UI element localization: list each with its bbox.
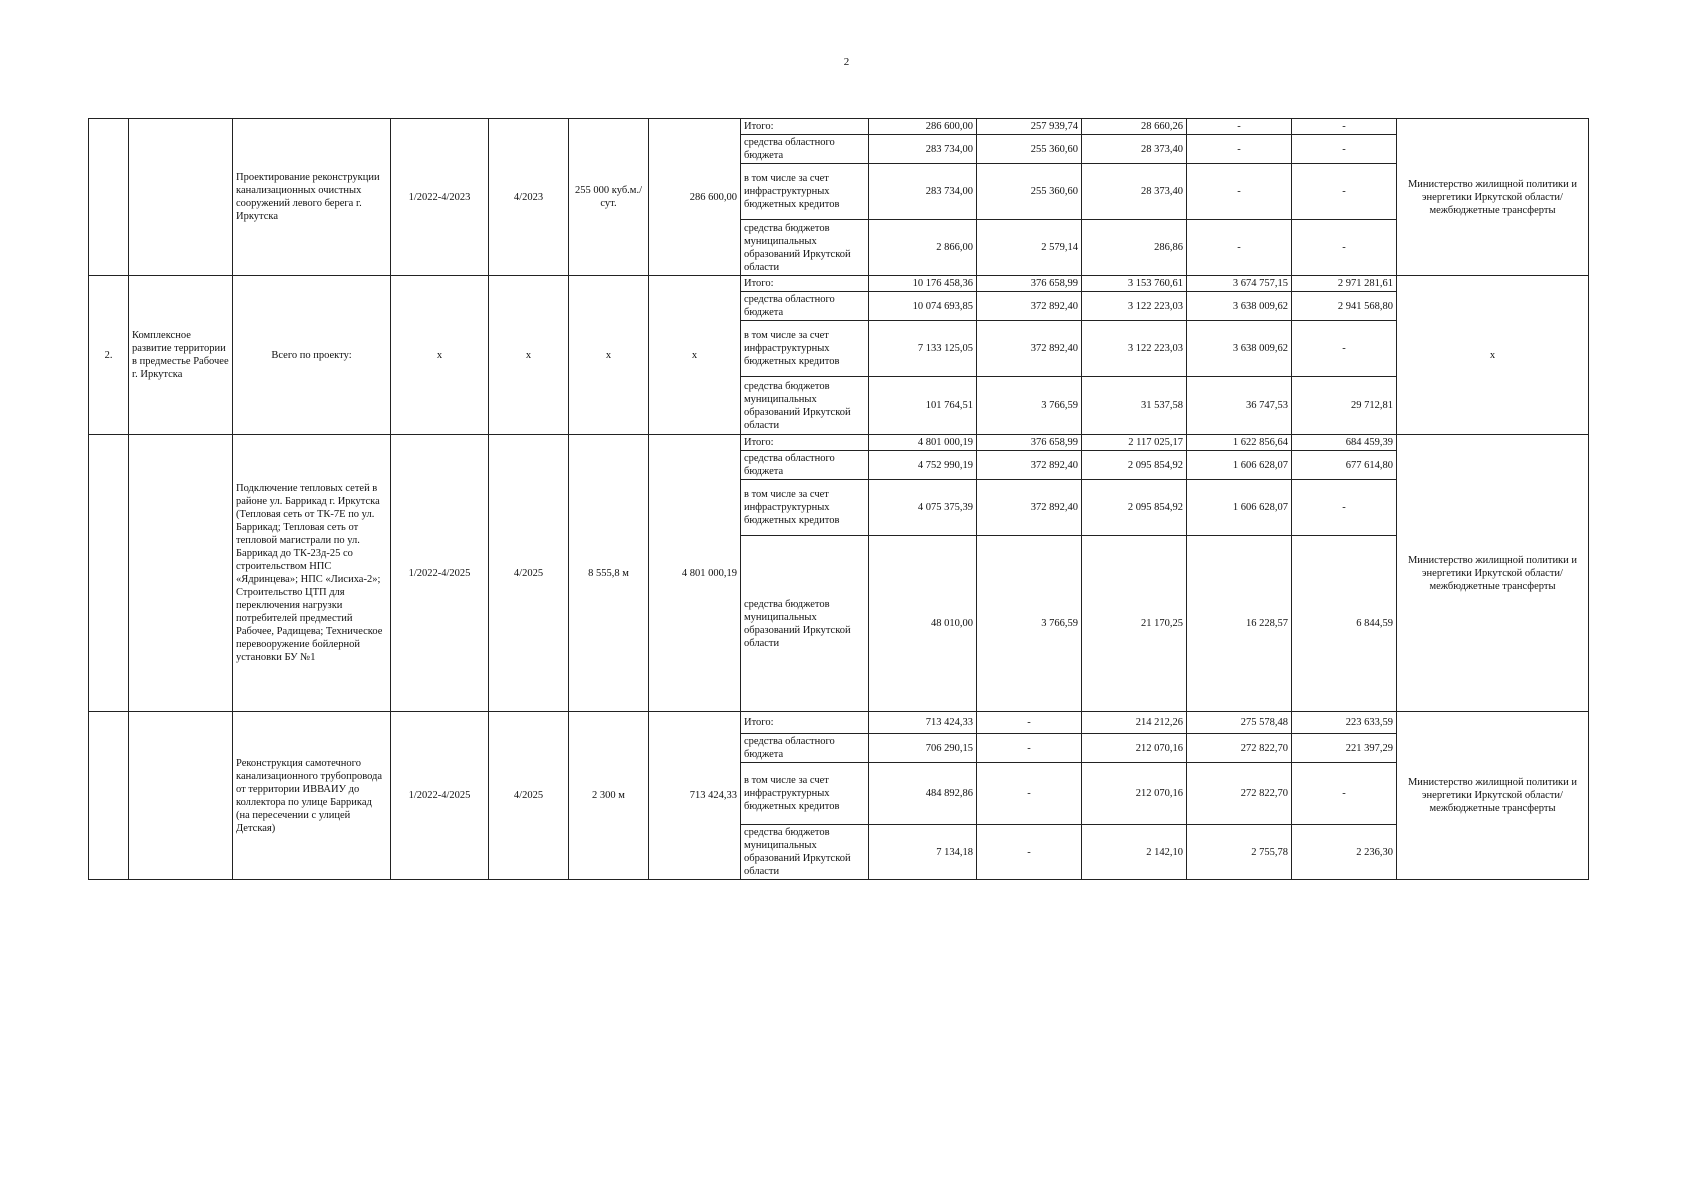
year-3-cell: 1 622 856,64 bbox=[1187, 435, 1292, 451]
funding-source-cell: в том числе за счет инфраструктурных бюджетных кредитов bbox=[741, 321, 869, 377]
budget-table bbox=[88, 118, 1589, 880]
year-2-cell: 2 117 025,17 bbox=[1082, 435, 1187, 451]
year-4-cell: 2 941 568,80 bbox=[1292, 292, 1397, 321]
object-name-cell: Реконструкция самотечного канализационного трубопровода от территории ИВВАИУ до коллектора по улице Баррикад (на пересечении с улицей Детская) bbox=[233, 712, 391, 880]
year-2-cell: 286,86 bbox=[1082, 220, 1187, 276]
year-1-cell: 3 766,59 bbox=[977, 377, 1082, 435]
year-2-cell: 21 170,25 bbox=[1082, 536, 1187, 712]
year-1-cell: 3 766,59 bbox=[977, 536, 1082, 712]
year-2-cell: 3 122 223,03 bbox=[1082, 292, 1187, 321]
year-1-cell: - bbox=[977, 734, 1082, 763]
year-2-cell: 31 537,58 bbox=[1082, 377, 1187, 435]
year-3-cell: 275 578,48 bbox=[1187, 712, 1292, 734]
table-row bbox=[89, 119, 1589, 135]
year-1-cell: - bbox=[977, 825, 1082, 880]
total-cell: 7 133 125,05 bbox=[869, 321, 977, 377]
year-2-cell: 212 070,16 bbox=[1082, 763, 1187, 825]
funding-source-cell: средства областного бюджета bbox=[741, 292, 869, 321]
year-1-cell: 257 939,74 bbox=[977, 119, 1082, 135]
year-3-cell: 3 638 009,62 bbox=[1187, 321, 1292, 377]
recipient-cell: Министерство жилищной политики и энергетики Иркутской области/ межбюджетные трансферты bbox=[1397, 119, 1589, 276]
period-cell: х bbox=[391, 276, 489, 435]
total-cell: 706 290,15 bbox=[869, 734, 977, 763]
year-3-cell: 2 755,78 bbox=[1187, 825, 1292, 880]
year-1-cell: 372 892,40 bbox=[977, 480, 1082, 536]
year-4-cell: 6 844,59 bbox=[1292, 536, 1397, 712]
capacity-cell: х bbox=[569, 276, 649, 435]
year-2-cell: 28 373,40 bbox=[1082, 164, 1187, 220]
year-1-cell: 372 892,40 bbox=[977, 321, 1082, 377]
year-4-cell: - bbox=[1292, 135, 1397, 164]
year-3-cell: 3 674 757,15 bbox=[1187, 276, 1292, 292]
row-number-cell: 2. bbox=[89, 276, 129, 435]
year-1-cell: - bbox=[977, 712, 1082, 734]
year-3-cell: 3 638 009,62 bbox=[1187, 292, 1292, 321]
capacity-cell: 8 555,8 м bbox=[569, 435, 649, 712]
year-2-cell: 2 142,10 bbox=[1082, 825, 1187, 880]
completion-cell: 4/2023 bbox=[489, 119, 569, 276]
period-cell: 1/2022-4/2025 bbox=[391, 435, 489, 712]
year-4-cell: 2 971 281,61 bbox=[1292, 276, 1397, 292]
cost-cell: 713 424,33 bbox=[649, 712, 741, 880]
capacity-cell: 2 300 м bbox=[569, 712, 649, 880]
completion-cell: 4/2025 bbox=[489, 712, 569, 880]
year-4-cell: 29 712,81 bbox=[1292, 377, 1397, 435]
year-4-cell: 677 614,80 bbox=[1292, 451, 1397, 480]
year-3-cell: - bbox=[1187, 164, 1292, 220]
project-cell bbox=[129, 119, 233, 276]
cost-cell: 286 600,00 bbox=[649, 119, 741, 276]
total-cell: 10 074 693,85 bbox=[869, 292, 977, 321]
funding-source-cell: в том числе за счет инфраструктурных бюджетных кредитов bbox=[741, 480, 869, 536]
funding-source-cell: Итого: bbox=[741, 712, 869, 734]
year-1-cell: 372 892,40 bbox=[977, 292, 1082, 321]
year-1-cell: 2 579,14 bbox=[977, 220, 1082, 276]
total-cell: 4 752 990,19 bbox=[869, 451, 977, 480]
year-2-cell: 212 070,16 bbox=[1082, 734, 1187, 763]
funding-source-cell: Итого: bbox=[741, 276, 869, 292]
year-2-cell: 2 095 854,92 bbox=[1082, 451, 1187, 480]
year-1-cell: 376 658,99 bbox=[977, 276, 1082, 292]
year-1-cell: 255 360,60 bbox=[977, 135, 1082, 164]
year-4-cell: - bbox=[1292, 763, 1397, 825]
year-3-cell: - bbox=[1187, 135, 1292, 164]
funding-source-cell: средства бюджетов муниципальных образований Иркутской области bbox=[741, 536, 869, 712]
recipient-cell: Министерство жилищной политики и энергетики Иркутской области/ межбюджетные трансферты bbox=[1397, 435, 1589, 712]
funding-source-cell: средства бюджетов муниципальных образований Иркутской области bbox=[741, 220, 869, 276]
year-4-cell: - bbox=[1292, 480, 1397, 536]
total-cell: 484 892,86 bbox=[869, 763, 977, 825]
funding-source-cell: средства областного бюджета bbox=[741, 734, 869, 763]
total-cell: 283 734,00 bbox=[869, 164, 977, 220]
year-2-cell: 2 095 854,92 bbox=[1082, 480, 1187, 536]
total-cell: 101 764,51 bbox=[869, 377, 977, 435]
year-2-cell: 214 212,26 bbox=[1082, 712, 1187, 734]
completion-cell: х bbox=[489, 276, 569, 435]
page-number: 2 bbox=[843, 56, 850, 68]
year-2-cell: 3 122 223,03 bbox=[1082, 321, 1187, 377]
funding-source-cell: Итого: bbox=[741, 435, 869, 451]
cost-cell: 4 801 000,19 bbox=[649, 435, 741, 712]
year-3-cell: 36 747,53 bbox=[1187, 377, 1292, 435]
year-3-cell: 1 606 628,07 bbox=[1187, 451, 1292, 480]
year-4-cell: 684 459,39 bbox=[1292, 435, 1397, 451]
year-1-cell: 255 360,60 bbox=[977, 164, 1082, 220]
total-cell: 4 801 000,19 bbox=[869, 435, 977, 451]
year-3-cell: 272 822,70 bbox=[1187, 734, 1292, 763]
year-4-cell: - bbox=[1292, 164, 1397, 220]
funding-source-cell: Итого: bbox=[741, 119, 869, 135]
project-cell: Комплексное развитие территории в предместье Рабочее г. Иркутска bbox=[129, 276, 233, 435]
year-4-cell: 223 633,59 bbox=[1292, 712, 1397, 734]
year-1-cell: - bbox=[977, 763, 1082, 825]
year-1-cell: 372 892,40 bbox=[977, 451, 1082, 480]
year-3-cell: 16 228,57 bbox=[1187, 536, 1292, 712]
completion-cell: 4/2025 bbox=[489, 435, 569, 712]
total-cell: 7 134,18 bbox=[869, 825, 977, 880]
period-cell: 1/2022-4/2023 bbox=[391, 119, 489, 276]
year-4-cell: - bbox=[1292, 321, 1397, 377]
funding-source-cell: средства бюджетов муниципальных образований Иркутской области bbox=[741, 377, 869, 435]
row-number-cell bbox=[89, 119, 129, 276]
total-cell: 286 600,00 bbox=[869, 119, 977, 135]
table-row bbox=[89, 276, 1589, 292]
total-cell: 283 734,00 bbox=[869, 135, 977, 164]
object-name-cell: Проектирование реконструкции канализационных очистных сооружений левого берега г. Иркутска bbox=[233, 119, 391, 276]
cost-cell: х bbox=[649, 276, 741, 435]
project-cell bbox=[129, 435, 233, 712]
funding-source-cell: в том числе за счет инфраструктурных бюджетных кредитов bbox=[741, 164, 869, 220]
year-4-cell: 2 236,30 bbox=[1292, 825, 1397, 880]
year-1-cell: 376 658,99 bbox=[977, 435, 1082, 451]
year-3-cell: - bbox=[1187, 220, 1292, 276]
row-number-cell bbox=[89, 712, 129, 880]
recipient-cell: Министерство жилищной политики и энергетики Иркутской области/ межбюджетные трансферты bbox=[1397, 712, 1589, 880]
year-4-cell: - bbox=[1292, 220, 1397, 276]
total-cell: 2 866,00 bbox=[869, 220, 977, 276]
total-cell: 713 424,33 bbox=[869, 712, 977, 734]
year-2-cell: 28 660,26 bbox=[1082, 119, 1187, 135]
capacity-cell: 255 000 куб.м./сут. bbox=[569, 119, 649, 276]
total-cell: 48 010,00 bbox=[869, 536, 977, 712]
year-2-cell: 28 373,40 bbox=[1082, 135, 1187, 164]
year-3-cell: 272 822,70 bbox=[1187, 763, 1292, 825]
year-3-cell: - bbox=[1187, 119, 1292, 135]
total-cell: 10 176 458,36 bbox=[869, 276, 977, 292]
row-number-cell bbox=[89, 435, 129, 712]
year-2-cell: 3 153 760,61 bbox=[1082, 276, 1187, 292]
year-4-cell: - bbox=[1292, 119, 1397, 135]
period-cell: 1/2022-4/2025 bbox=[391, 712, 489, 880]
table-row bbox=[89, 435, 1589, 451]
table-row bbox=[89, 712, 1589, 734]
funding-source-cell: средства областного бюджета bbox=[741, 451, 869, 480]
object-name-cell: Подключение тепловых сетей в районе ул. Баррикад г. Иркутска (Тепловая сеть от ТК-7Е по ул. Баррикад; Тепловая сеть от тепловой магистрали по ул. Баррикад до ТК-23д-25 со строительством НПС «Ядринцева»; НПС «Лисиха-2»; Строительство ЦТП для переключения нагрузки потребителей предместий Рабочее, Радищева; Техническое перевооружение бойлерной установки БУ №1 bbox=[233, 435, 391, 712]
project-cell bbox=[129, 712, 233, 880]
year-4-cell: 221 397,29 bbox=[1292, 734, 1397, 763]
recipient-cell: х bbox=[1397, 276, 1589, 435]
total-cell: 4 075 375,39 bbox=[869, 480, 977, 536]
object-name-cell: Всего по проекту: bbox=[233, 276, 391, 435]
funding-source-cell: средства бюджетов муниципальных образований Иркутской области bbox=[741, 825, 869, 880]
year-3-cell: 1 606 628,07 bbox=[1187, 480, 1292, 536]
funding-source-cell: средства областного бюджета bbox=[741, 135, 869, 164]
funding-source-cell: в том числе за счет инфраструктурных бюджетных кредитов bbox=[741, 763, 869, 825]
